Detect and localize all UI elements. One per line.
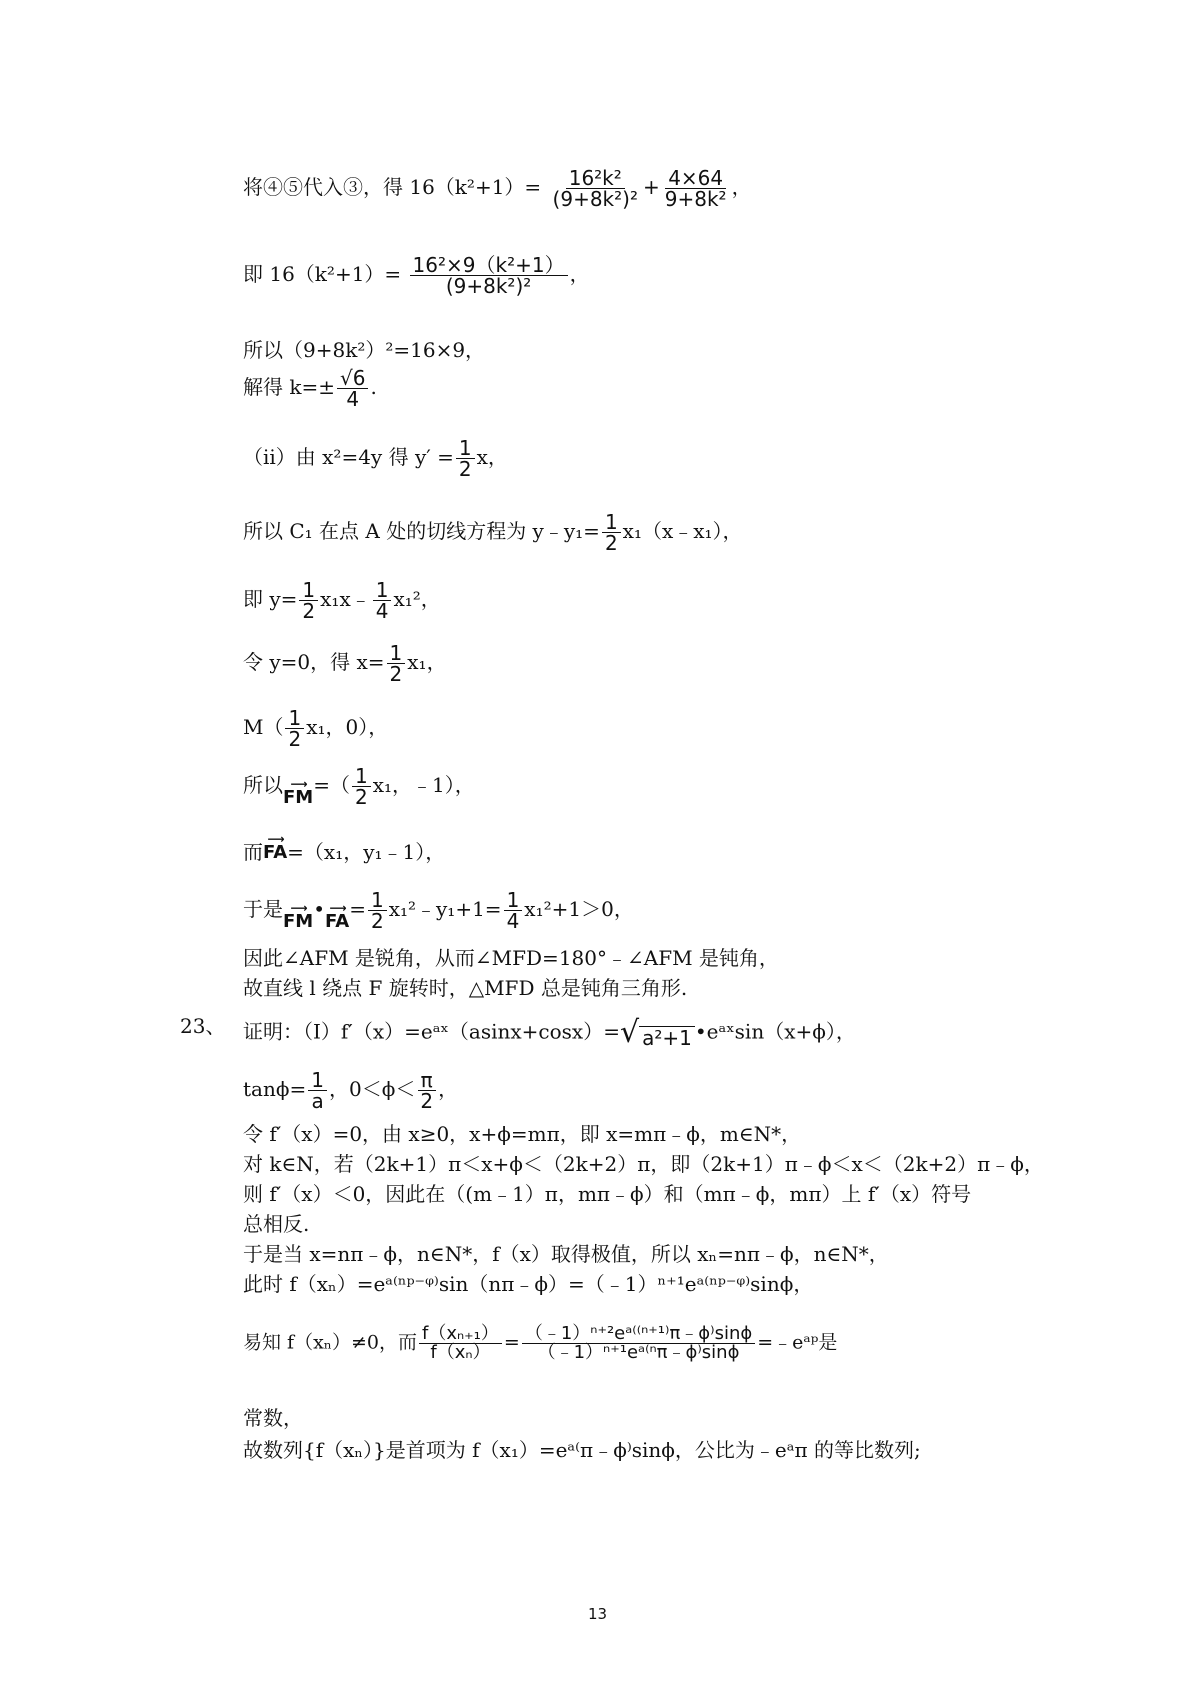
page-number: 13 <box>588 1605 608 1623</box>
numerator: （﹣1）ⁿ⁺²eᵃ⁽⁽ⁿ⁺¹⁾π﹣ϕ⁾sinϕ <box>522 1325 755 1344</box>
solution-line-11 <box>243 834 445 862</box>
text: 解得 k=± <box>243 375 335 399</box>
vector-label: FM <box>283 787 314 808</box>
text: x， <box>476 445 508 469</box>
punctuation: . <box>370 375 377 399</box>
question-number: 23、 <box>180 1014 226 1038</box>
fraction <box>410 255 568 296</box>
denominator: （﹣1）ⁿ⁺¹eᵃ⁽ⁿπ﹣ϕ⁾sinϕ <box>537 1342 740 1363</box>
fraction <box>387 643 406 684</box>
fraction <box>602 512 621 553</box>
fraction <box>419 1325 502 1362</box>
text: 即 16（k²+1）= <box>243 262 402 286</box>
solution-line-6 <box>243 512 743 553</box>
denominator: 2 <box>420 1089 434 1113</box>
text: （ii）由 x²=4y 得 y′ = <box>243 445 454 469</box>
denominator: 4 <box>375 599 389 623</box>
solution-line-17: 令 f′（x）=0，由 x≥0，x+ϕ=mπ，即 x=mπ﹣ϕ，m∈N*， <box>243 1122 802 1146</box>
solution-line-16 <box>243 1070 458 1111</box>
numerator: 1 <box>308 1070 327 1091</box>
numerator: √6 <box>337 368 368 389</box>
radical-icon: √ <box>619 1015 640 1050</box>
square-root <box>619 1015 695 1050</box>
solution-line-2 <box>243 255 590 296</box>
fraction <box>368 890 387 931</box>
text: ，0＜ϕ＜ <box>328 1077 416 1101</box>
denominator: (9+8k²)² <box>552 187 638 211</box>
numerator: π <box>418 1070 436 1091</box>
text: 所以 <box>243 773 283 797</box>
fraction <box>522 1325 755 1362</box>
denominator: 2 <box>458 457 472 481</box>
fraction <box>662 168 730 209</box>
text: x₁（x﹣x₁）， <box>622 519 743 543</box>
denominator: 2 <box>354 785 368 809</box>
solution-line-7 <box>243 580 441 621</box>
denominator: 2 <box>370 909 384 933</box>
solution-line-5 <box>243 438 508 479</box>
vector-arrow-icon: ⟶ <box>290 777 306 791</box>
text: x₁，0）， <box>306 715 389 739</box>
vector-fa <box>325 903 349 931</box>
fraction <box>299 580 318 621</box>
equals-sign: = <box>349 897 366 921</box>
fraction <box>308 1070 327 1111</box>
text: x₁²﹣y₁+1= <box>388 897 502 921</box>
numerator: 1 <box>456 438 475 459</box>
numerator: 1 <box>368 890 387 911</box>
text: =（ <box>313 773 350 797</box>
denominator: 2 <box>389 662 403 686</box>
denominator: 2 <box>288 727 302 751</box>
solution-line-22: 此时 f（xₙ）=eᵃ⁽ⁿᵖ⁻ᵠ⁾sin（nπ﹣ϕ）=（﹣1）ⁿ⁺¹eᵃ⁽ⁿᵖ⁻ᵠ⁾sinϕ， <box>243 1272 814 1296</box>
fraction <box>504 890 523 931</box>
solution-line-19: 则 f′（x）＜0，因此在（(m﹣1）π，mπ﹣ϕ）和（mπ﹣ϕ，mπ）上 f′（x）符号 <box>243 1182 972 1206</box>
text: 将④⑤代入③，得 16（k²+1）= <box>243 175 542 199</box>
solution-line-14: 故直线 l 绕点 F 旋转时，△MFD 总是钝角三角形. <box>243 976 688 1000</box>
numerator: f（xₙ₊₁） <box>419 1325 502 1344</box>
solution-line-25: 故数列{f（xₙ）}是首项为 f（x₁）=eᵃ⁽π﹣ϕ⁾sinϕ，公比为﹣eᵃπ 的等比数列; <box>243 1438 921 1462</box>
fraction <box>373 580 392 621</box>
solution-line-24: 常数， <box>243 1406 303 1430</box>
text: 即 y= <box>243 587 298 611</box>
equals-sign: = <box>503 1331 520 1354</box>
solution-line-21: 于是当 x=nπ﹣ϕ，n∈N*，f（x）取得极值，所以 xₙ=nπ﹣ϕ，n∈N*， <box>243 1242 889 1266</box>
text: 于是 <box>243 897 283 921</box>
fraction <box>417 1070 436 1111</box>
numerator: 1 <box>373 580 392 601</box>
numerator: 1 <box>299 580 318 601</box>
vector-arrow-icon: ⟶ <box>267 832 283 846</box>
solution-line-9 <box>243 708 388 749</box>
vector-arrow-icon: ⟶ <box>329 901 345 915</box>
solution-line-10 <box>243 766 475 807</box>
vector-arrow-icon: ⟶ <box>290 901 306 915</box>
solution-line-8 <box>243 643 447 684</box>
numerator: 4×64 <box>665 168 726 189</box>
numerator: 16²k² <box>566 168 625 189</box>
vector-label: FA <box>325 911 350 932</box>
text: 证明：（Ⅰ）f′（x）=eᵃˣ（asinx+cosx）= <box>243 1019 620 1044</box>
numerator: 1 <box>504 890 523 911</box>
text: x₁，﹣1）， <box>372 773 475 797</box>
text: 令 y=0，得 x= <box>243 650 385 674</box>
solution-line-13: 因此∠AFM 是锐角，从而∠MFD=180°﹣∠AFM 是钝角， <box>243 946 779 970</box>
solution-line-15 <box>243 1015 856 1050</box>
text: ， <box>438 1077 459 1101</box>
solution-line-3: 所以（9+8k²）²=16×9， <box>243 338 486 362</box>
fraction <box>285 708 304 749</box>
solution-line-20: 总相反. <box>243 1212 310 1236</box>
solution-line-12 <box>243 890 634 931</box>
text: 易知 f（xₙ）≠0，而 <box>243 1331 418 1354</box>
text: M（ <box>243 715 284 739</box>
plus-sign: + <box>642 175 660 199</box>
numerator: 1 <box>602 512 621 533</box>
text: tanϕ= <box>243 1077 307 1101</box>
radicand: a²+1 <box>639 1026 695 1048</box>
fraction <box>550 168 641 209</box>
solution-line-18: 对 k∈N，若（2k+1）π＜x+ϕ＜（2k+2）π，即（2k+1）π﹣ϕ＜x＜（2k+2）π﹣ϕ， <box>243 1152 1044 1176</box>
vector-fm <box>283 903 313 931</box>
denominator: 2 <box>604 531 618 555</box>
denominator: 4 <box>346 387 360 411</box>
fraction <box>337 368 368 409</box>
text: x₁， <box>407 650 447 674</box>
dot-operator: • <box>313 897 326 921</box>
text: x₁²+1＞0， <box>524 897 634 921</box>
punctuation: ， <box>731 175 752 199</box>
solution-line-23 <box>243 1325 837 1362</box>
denominator: (9+8k²)² <box>445 274 532 298</box>
vector-label: FA <box>263 842 288 863</box>
punctuation: ， <box>569 262 590 286</box>
denominator: f（xₙ） <box>430 1342 491 1363</box>
text: x₁²， <box>393 587 441 611</box>
text: =﹣eᵃᵖ是 <box>757 1331 838 1354</box>
text: 所以 C₁ 在点 A 处的切线方程为 y﹣y₁= <box>243 519 600 543</box>
text: x₁x﹣ <box>320 587 371 611</box>
numerator: 1 <box>352 766 371 787</box>
vector-fa <box>263 834 287 862</box>
numerator: 16²×9（k²+1） <box>410 255 568 276</box>
vector-fm <box>283 779 313 807</box>
solution-line-4 <box>243 368 377 409</box>
fraction <box>456 438 475 479</box>
text: •eᵃˣsin（x+ϕ）， <box>694 1019 856 1044</box>
denominator: a <box>311 1089 324 1113</box>
numerator: 1 <box>387 643 406 664</box>
text: 而 <box>243 840 263 864</box>
denominator: 2 <box>302 599 316 623</box>
denominator: 4 <box>506 909 520 933</box>
numerator: 1 <box>285 708 304 729</box>
fraction <box>352 766 371 807</box>
text: =（x₁，y₁﹣1）， <box>287 840 446 864</box>
denominator: 9+8k² <box>664 187 727 211</box>
vector-label: FM <box>283 911 314 932</box>
solution-line-1 <box>243 168 752 209</box>
